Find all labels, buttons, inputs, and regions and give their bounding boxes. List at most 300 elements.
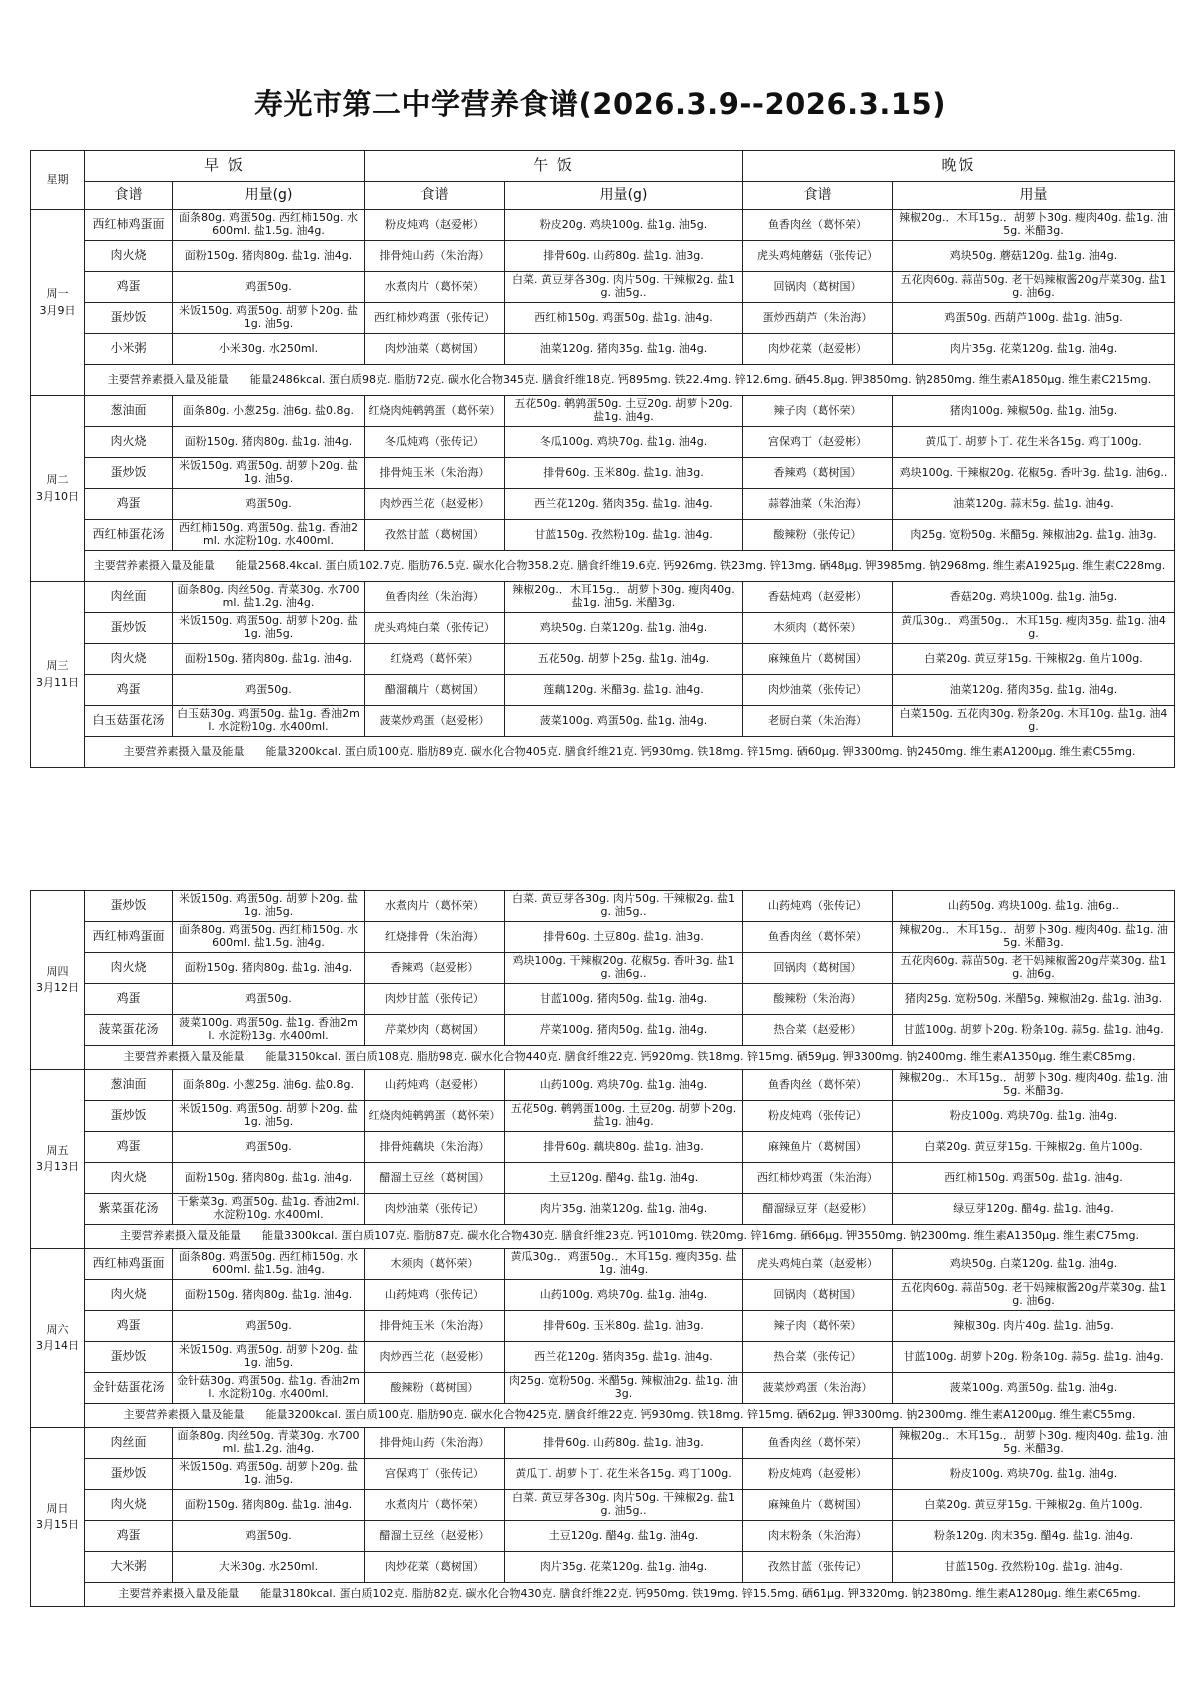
breakfast-amount: 西红柿150g. 鸡蛋50g. 盐1g. 香油2ml. 水淀粉10g. 水400ml. (173, 520, 365, 551)
breakfast-amount: 面条80g. 鸡蛋50g. 西红柿150g. 水600ml. 盐1.5g. 油4g. (173, 210, 365, 241)
dinner-dish: 肉炒花菜（赵爱彬） (743, 334, 893, 365)
table-row (31, 613, 1175, 644)
breakfast-dish: 肉火烧 (85, 953, 173, 984)
day-name: 周五 (46, 1143, 69, 1157)
dinner-dish: 孜然甘蓝（张传记） (743, 1552, 893, 1583)
lunch-amount: 油菜120g. 猪肉35g. 盐1g. 油4g. (505, 334, 743, 365)
lunch-dish: 冬瓜炖鸡（张传记） (365, 427, 505, 458)
day-name: 周三 (46, 659, 69, 672)
breakfast-dish: 西红柿鸡蛋面 (85, 210, 173, 241)
dinner-amount: 鸡块100g. 干辣椒20g. 花椒5g. 香叶3g. 盐1g. 油6g.. (893, 458, 1175, 489)
table-row (31, 675, 1175, 706)
breakfast-amount: 鸡蛋50g. (173, 1311, 365, 1342)
nutrition-summary-row (31, 1583, 1175, 1607)
dinner-amount: 鸡块50g. 蘑菇120g. 盐1g. 油4g. (893, 241, 1175, 272)
dinner-amount: 辣椒20g.．木耳15g.．胡萝卜30g. 瘦肉40g. 盐1g. 油5g. 米醋3g. (893, 1070, 1175, 1101)
breakfast-amount: 白玉菇30g. 鸡蛋50g. 盐1g. 香油2ml. 水淀粉10g. 水400ml. (173, 706, 365, 737)
breakfast-amount: 鸡蛋50g. (173, 272, 365, 303)
table-row (31, 1373, 1175, 1404)
dinner-dish: 香辣鸡（葛树国） (743, 458, 893, 489)
table-row (31, 1101, 1175, 1132)
dinner-amount: 五花肉60g. 蒜苗50g. 老干妈辣椒酱20g芹菜30g. 盐1g. 油6g. (893, 1280, 1175, 1311)
dinner-amount: 辣椒20g.．木耳15g.．胡萝卜30g. 瘦肉40g. 盐1g. 油5g. 米醋3g. (893, 922, 1175, 953)
breakfast-dish: 肉火烧 (85, 241, 173, 272)
lunch-amount: 五花50g. 鹌鹑蛋100g. 土豆20g. 胡萝卜20g. 盐1g. 油4g. (505, 1101, 743, 1132)
lunch-amount: 排骨60g. 土豆80g. 盐1g. 油3g. (505, 922, 743, 953)
table-row (31, 1428, 1175, 1459)
lunch-amount: 甘蓝150g. 孜然粉10g. 盐1g. 油4g. (505, 520, 743, 551)
table-row (31, 1132, 1175, 1163)
breakfast-dish: 鸡蛋 (85, 984, 173, 1015)
breakfast-amount: 面条80g. 鸡蛋50g. 西红柿150g. 水600ml. 盐1.5g. 油4g. (173, 1249, 365, 1280)
lunch-amount: 鸡块100g. 干辣椒20g. 花椒5g. 香叶3g. 盐1g. 油6g.. (505, 953, 743, 984)
lunch-dish: 肉炒花菜（葛树国） (365, 1552, 505, 1583)
breakfast-amount: 面粉150g. 猪肉80g. 盐1g. 油4g. (173, 1280, 365, 1311)
dinner-amount: 白菜20g. 黄豆芽15g. 干辣椒2g. 鱼片100g. (893, 644, 1175, 675)
breakfast-dish: 肉火烧 (85, 1490, 173, 1521)
breakfast-amount: 鸡蛋50g. (173, 675, 365, 706)
dinner-amount: 甘蓝100g. 胡萝卜20g. 粉条10g. 蒜5g. 盐1g. 油4g. (893, 1015, 1175, 1046)
nutrition-summary-label: 主要营养素摄入量及能量 (120, 1229, 242, 1243)
nutrition-summary (85, 1046, 1175, 1070)
dinner-dish: 虎头鸡炖蘑菇（张传记） (743, 241, 893, 272)
breakfast-amount: 鸡蛋50g. (173, 984, 365, 1015)
lunch-dish: 粉皮炖鸡（赵爱彬） (365, 210, 505, 241)
day-date: 3月10日 (36, 489, 79, 503)
day-date: 3月15日 (36, 1518, 79, 1531)
breakfast-dish: 鸡蛋 (85, 489, 173, 520)
dinner-dish: 肉末粉条（朱治海） (743, 1521, 893, 1552)
nutrition-summary-values: 能量3200kcal. 蛋白质100克. 脂肪90克. 碳水化合物425克. 膳食纤维22克. 钙930mg. 铁18mg. 锌15mg. 硒62μg. 钾3300mg. 钠2300mg. 维生素A1200μg. 维生素C55mg. (265, 1408, 1136, 1422)
dinner-dish: 热合菜（张传记） (743, 1342, 893, 1373)
table-row (31, 520, 1175, 551)
day-cell (31, 891, 85, 1070)
dinner-dish: 麻辣鱼片（葛树国） (743, 644, 893, 675)
lunch-amount: 排骨60g. 山药80g. 盐1g. 油3g. (505, 241, 743, 272)
dinner-amount: 白菜20g. 黄豆芽15g. 干辣椒2g. 鱼片100g. (893, 1490, 1175, 1521)
day-cell (31, 396, 85, 582)
dinner-dish: 辣子肉（葛怀荣） (743, 1311, 893, 1342)
page-title: 寿光市第二中学营养食谱(2026.3.9--2026.3.15) (254, 87, 946, 121)
lunch-amount: 排骨60g. 山药80g. 盐1g. 油3g. (505, 1428, 743, 1459)
nutrition-summary-row (31, 551, 1175, 582)
lunch-amount: 芹菜100g. 猪肉50g. 盐1g. 油4g. (505, 1015, 743, 1046)
dinner-dish: 回锅肉（葛树国） (743, 272, 893, 303)
lunch-amount: 肉片35g. 油菜120g. 盐1g. 油4g. (505, 1194, 743, 1225)
breakfast-dish: 菠菜蛋花汤 (85, 1015, 173, 1046)
dinner-amount: 油菜120g. 猪肉35g. 盐1g. 油4g. (893, 675, 1175, 706)
lunch-dish: 香辣鸡（赵爱彬） (365, 953, 505, 984)
breakfast-recipe-header: 食谱 (85, 182, 173, 210)
nutrition-summary (85, 1225, 1175, 1249)
nutrition-summary-values: 能量3180kcal. 蛋白质102克. 脂肪82克. 碳水化合物430克. 膳食纤维22克. 钙950mg. 铁19mg. 锌15.5mg. 硒61μg. 钾3320mg. 钠2380mg. 维生素A1280μg. 维生素C65mg. (260, 1587, 1141, 1601)
nutrition-summary-label: 主要营养素摄入量及能量 (123, 1050, 245, 1064)
nutrition-summary-row (31, 1046, 1175, 1070)
dinner-dish: 宫保鸡丁（赵爱彬） (743, 427, 893, 458)
dinner-amount: 鸡蛋50g. 西葫芦100g. 盐1g. 油5g. (893, 303, 1175, 334)
breakfast-amount: 面粉150g. 猪肉80g. 盐1g. 油4g. (173, 1163, 365, 1194)
breakfast-amount: 米饭150g. 鸡蛋50g. 胡萝卜20g. 盐1g. 油5g. (173, 458, 365, 489)
breakfast-amount: 米饭150g. 鸡蛋50g. 胡萝卜20g. 盐1g. 油5g. (173, 1342, 365, 1373)
dinner-dish: 木须肉（葛怀荣） (743, 613, 893, 644)
table-row (31, 706, 1175, 737)
dinner-amount: 辣椒20g.．木耳15g.．胡萝卜30g. 瘦肉40g. 盐1g. 油5g. 米醋3g. (893, 210, 1175, 241)
dinner-amount: 菠菜100g. 鸡蛋50g. 盐1g. 油4g. (893, 1373, 1175, 1404)
lunch-dish: 肉炒油菜（葛树国） (365, 334, 505, 365)
table-row (31, 458, 1175, 489)
day-name: 周一 (46, 287, 69, 300)
lunch-dish: 水煮肉片（葛怀荣） (365, 891, 505, 922)
lunch-dish: 芹菜炒肉（葛树国） (365, 1015, 505, 1046)
lunch-dish: 山药炖鸡（赵爱彬） (365, 1070, 505, 1101)
table-row (31, 1015, 1175, 1046)
breakfast-dish: 鸡蛋 (85, 1132, 173, 1163)
table-row (31, 396, 1175, 427)
lunch-dish: 孜然甘蓝（葛树国） (365, 520, 505, 551)
day-cell (31, 1249, 85, 1428)
dinner-amount: 山药50g. 鸡块100g. 盐1g. 油6g.. (893, 891, 1175, 922)
table-row (31, 303, 1175, 334)
nutrition-summary-values: 能量2486kcal. 蛋白质98克. 脂肪72克. 碳水化合物345克. 膳食纤维18克. 钙895mg. 铁22.4mg. 锌12.6mg. 硒45.8μg. 钾3850mg. 钠2850mg. 维生素A1850μg. 维生素C215mg. (249, 372, 1152, 386)
dinner-dish: 酸辣粉（朱治海） (743, 984, 893, 1015)
breakfast-dish: 葱油面 (85, 1070, 173, 1101)
dinner-amount: 粉皮100g. 鸡块70g. 盐1g. 油4g. (893, 1459, 1175, 1490)
nutrition-summary-values: 能量3150kcal. 蛋白质108克. 脂肪98克. 碳水化合物440克. 膳食纤维22克. 钙920mg. 铁18mg. 锌15mg. 硒59μg. 钾3300mg. 钠2400mg. 维生素A1350μg. 维生素C85mg. (265, 1050, 1136, 1064)
table-row (31, 582, 1175, 613)
breakfast-dish: 西红柿蛋花汤 (85, 520, 173, 551)
nutrition-summary-label: 主要营养素摄入量及能量 (93, 558, 215, 572)
dinner-dish: 辣子肉（葛怀荣） (743, 396, 893, 427)
breakfast-amount: 面粉150g. 猪肉80g. 盐1g. 油4g. (173, 953, 365, 984)
lunch-amount: 肉25g. 宽粉50g. 米醋5g. 辣椒油2g. 盐1g. 油3g. (505, 1373, 743, 1404)
dinner-dish: 香菇炖鸡（赵爱彬） (743, 582, 893, 613)
dinner-dish: 西红柿炒鸡蛋（朱治海） (743, 1163, 893, 1194)
day-date: 3月9日 (39, 303, 76, 317)
dinner-amount: 五花肉60g. 蒜苗50g. 老干妈辣椒酱20g芹菜30g. 盐1g. 油6g. (893, 272, 1175, 303)
nutrition-summary-values: 能量3200kcal. 蛋白质100克. 脂肪89克. 碳水化合物405克. 膳食纤维21克. 钙930mg. 铁18mg. 锌15mg. 硒60μg. 钾3300mg. 钠2450mg. 维生素A1200μg. 维生素C55mg. (265, 744, 1136, 758)
breakfast-amount: 面粉150g. 猪肉80g. 盐1g. 油4g. (173, 241, 365, 272)
lunch-amount: 土豆120g. 醋4g. 盐1g. 油4g. (505, 1163, 743, 1194)
breakfast-dish: 肉火烧 (85, 1163, 173, 1194)
lunch-amount: 肉片35g. 花菜120g. 盐1g. 油4g. (505, 1552, 743, 1583)
breakfast-dish: 蛋炒饭 (85, 613, 173, 644)
dinner-amount: 肉片35g. 花菜120g. 盐1g. 油4g. (893, 334, 1175, 365)
dinner-amount: 西红柿150g. 鸡蛋50g. 盐1g. 油4g. (893, 1163, 1175, 1194)
day-date: 3月12日 (36, 981, 79, 994)
nutrition-summary-row (31, 1225, 1175, 1249)
dinner-dish: 麻辣鱼片（葛树国） (743, 1132, 893, 1163)
breakfast-amount: 面粉150g. 猪肉80g. 盐1g. 油4g. (173, 644, 365, 675)
lunch-amount: 黄瓜30g.．鸡蛋50g.．木耳15g. 瘦肉35g. 盐1g. 油4g. (505, 1249, 743, 1280)
dinner-dish: 热合菜（赵爱彬） (743, 1015, 893, 1046)
breakfast-amount: 鸡蛋50g. (173, 1132, 365, 1163)
breakfast-header: 早 饭 (85, 151, 365, 182)
lunch-dish: 肉炒西兰花（赵爱彬） (365, 1342, 505, 1373)
breakfast-amount: 米饭150g. 鸡蛋50g. 胡萝卜20g. 盐1g. 油5g. (173, 1101, 365, 1132)
breakfast-dish: 肉火烧 (85, 1280, 173, 1311)
lunch-dish: 宫保鸡丁（张传记） (365, 1459, 505, 1490)
dinner-amount: 猪肉25g. 宽粉50g. 米醋5g. 辣椒油2g. 盐1g. 油3g. (893, 984, 1175, 1015)
lunch-amount: 排骨60g. 藕块80g. 盐1g. 油3g. (505, 1132, 743, 1163)
lunch-amount: 莲藕120g. 米醋3g. 盐1g. 油4g. (505, 675, 743, 706)
dinner-amount: 甘蓝100g. 胡萝卜20g. 粉条10g. 蒜5g. 盐1g. 油4g. (893, 1342, 1175, 1373)
day-cell (31, 582, 85, 768)
dinner-amount: 粉皮100g. 鸡块70g. 盐1g. 油4g. (893, 1101, 1175, 1132)
nutrition-summary-row (31, 365, 1175, 396)
nutrition-summary-row (31, 1404, 1175, 1428)
dinner-amount: 猪肉100g. 辣椒50g. 盐1g. 油5g. (893, 396, 1175, 427)
lunch-amount: 白菜. 黄豆芽各30g. 肉片50g. 干辣椒2g. 盐1g. 油5g.. (505, 272, 743, 303)
dinner-dish: 粉皮炖鸡（赵爱彬） (743, 1459, 893, 1490)
table-row (31, 1280, 1175, 1311)
lunch-dish: 山药炖鸡（张传记） (365, 1280, 505, 1311)
dinner-amount: 白菜150g. 五花肉30g. 粉条20g. 木耳10g. 盐1g. 油4g. (893, 706, 1175, 737)
table-row (31, 1490, 1175, 1521)
nutrition-summary-label: 主要营养素摄入量及能量 (118, 1587, 240, 1601)
lunch-header: 午 饭 (365, 151, 743, 182)
lunch-amount-header: 用量(g) (505, 182, 743, 210)
breakfast-dish: 金针菇蛋花汤 (85, 1373, 173, 1404)
lunch-dish: 虎头鸡炖白菜（张传记） (365, 613, 505, 644)
breakfast-amount: 面条80g. 小葱25g. 油6g. 盐0.8g. (173, 1070, 365, 1101)
breakfast-dish: 蛋炒饭 (85, 891, 173, 922)
dinner-amount: 粉条120g. 肉末35g. 醋4g. 盐1g. 油4g. (893, 1521, 1175, 1552)
breakfast-dish: 西红柿鸡蛋面 (85, 922, 173, 953)
dinner-dish: 虎头鸡炖白菜（赵爱彬） (743, 1249, 893, 1280)
lunch-dish: 排骨炖玉米（朱治海） (365, 1311, 505, 1342)
day-cell (31, 1070, 85, 1249)
lunch-dish: 排骨炖藕块（朱治海） (365, 1132, 505, 1163)
lunch-dish: 菠菜炒鸡蛋（赵爱彬） (365, 706, 505, 737)
breakfast-dish: 葱油面 (85, 396, 173, 427)
breakfast-dish: 西红柿鸡蛋面 (85, 1249, 173, 1280)
breakfast-amount: 米饭150g. 鸡蛋50g. 胡萝卜20g. 盐1g. 油5g. (173, 303, 365, 334)
dinner-amount: 黄瓜丁. 胡萝卜丁. 花生米各15g. 鸡丁100g. (893, 427, 1175, 458)
breakfast-amount: 金针菇30g. 鸡蛋50g. 盐1g. 香油2ml. 水淀粉10g. 水400ml. (173, 1373, 365, 1404)
lunch-dish: 鱼香肉丝（朱治海） (365, 582, 505, 613)
lunch-dish: 红烧鸡（葛怀荣） (365, 644, 505, 675)
table-row (31, 489, 1175, 520)
lunch-amount: 排骨60g. 玉米80g. 盐1g. 油3g. (505, 458, 743, 489)
lunch-amount: 西兰花120g. 猪肉35g. 盐1g. 油4g. (505, 489, 743, 520)
lunch-dish: 红烧排骨（朱治海） (365, 922, 505, 953)
nutrition-summary-label: 主要营养素摄入量及能量 (123, 1408, 245, 1422)
breakfast-dish: 紫菜蛋花汤 (85, 1194, 173, 1225)
lunch-amount: 西兰花120g. 猪肉35g. 盐1g. 油4g. (505, 1342, 743, 1373)
lunch-dish: 肉炒油菜（张传记） (365, 1194, 505, 1225)
dinner-dish: 菠菜炒鸡蛋（朱治海） (743, 1373, 893, 1404)
nutrition-summary (85, 365, 1175, 396)
dinner-dish: 鱼香肉丝（葛怀荣） (743, 1070, 893, 1101)
lunch-amount: 山药100g. 鸡块70g. 盐1g. 油4g. (505, 1280, 743, 1311)
table-row (31, 891, 1175, 922)
day-name: 周六 (46, 1322, 69, 1336)
dinner-dish: 鱼香肉丝（葛怀荣） (743, 1428, 893, 1459)
table-row (31, 922, 1175, 953)
table-row (31, 984, 1175, 1015)
lunch-dish: 排骨炖山药（朱治海） (365, 1428, 505, 1459)
lunch-amount: 五花50g. 鹌鹑蛋50g. 土豆20g. 胡萝卜20g. 盐1g. 油4g. (505, 396, 743, 427)
lunch-dish: 水煮肉片（葛怀荣） (365, 272, 505, 303)
dinner-amount: 辣椒30g. 肉片40g. 盐1g. 油5g. (893, 1311, 1175, 1342)
breakfast-dish: 大米粥 (85, 1552, 173, 1583)
dinner-dish: 蛋炒西葫芦（朱治海） (743, 303, 893, 334)
breakfast-dish: 白玉菇蛋花汤 (85, 706, 173, 737)
dinner-amount: 辣椒20g.．木耳15g.．胡萝卜30g. 瘦肉40g. 盐1g. 油5g. 米醋3g. (893, 1428, 1175, 1459)
nutrition-summary-values: 能量2568.4kcal. 蛋白质102.7克. 脂肪76.5克. 碳水化合物358.2克. 膳食纤维19.6克. 钙926mg. 铁23mg. 锌13mg. 硒48μg. 钾3985mg. 钠2968mg. 维生素A1925μg. 维生素C228mg. (235, 558, 1166, 572)
day-cell (31, 1428, 85, 1607)
breakfast-amount: 面条80g. 肉丝50g. 青菜30g. 水700ml. 盐1.2g. 油4g. (173, 1428, 365, 1459)
menu-table-week-part2 (30, 890, 1175, 1607)
lunch-dish: 红烧肉炖鹌鹑蛋（葛怀荣） (365, 396, 505, 427)
lunch-amount: 辣椒20g.．木耳15g.．胡萝卜30g. 瘦肉40g. 盐1g. 油5g. 米醋3g. (505, 582, 743, 613)
lunch-dish: 水煮肉片（葛怀荣） (365, 1490, 505, 1521)
lunch-dish: 肉炒甘蓝（张传记） (365, 984, 505, 1015)
nutrition-summary (85, 1583, 1175, 1607)
table-row (31, 1070, 1175, 1101)
day-name: 周四 (46, 964, 69, 978)
breakfast-amount-header: 用量(g) (173, 182, 365, 210)
dinner-dish: 肉炒油菜（张传记） (743, 675, 893, 706)
weekday-header: 星期 (31, 151, 85, 210)
dinner-amount: 白菜20g. 黄豆芽15g. 干辣椒2g. 鱼片100g. (893, 1132, 1175, 1163)
dinner-dish: 老厨白菜（朱治海） (743, 706, 893, 737)
nutrition-summary (85, 1404, 1175, 1428)
dinner-recipe-header: 食谱 (743, 182, 893, 210)
lunch-amount: 甘蓝100g. 猪肉50g. 盐1g. 油4g. (505, 984, 743, 1015)
lunch-amount: 五花50g. 胡萝卜25g. 盐1g. 油4g. (505, 644, 743, 675)
lunch-dish: 西红柿炒鸡蛋（张传记） (365, 303, 505, 334)
table-row (31, 1552, 1175, 1583)
breakfast-dish: 蛋炒饭 (85, 1101, 173, 1132)
breakfast-dish: 鸡蛋 (85, 675, 173, 706)
breakfast-dish: 小米粥 (85, 334, 173, 365)
breakfast-amount: 鸡蛋50g. (173, 1521, 365, 1552)
menu-table-week-part1 (30, 150, 1175, 768)
breakfast-amount: 菠菜100g. 鸡蛋50g. 盐1g. 香油2ml. 水淀粉13g. 水400ml. (173, 1015, 365, 1046)
breakfast-dish: 鸡蛋 (85, 272, 173, 303)
breakfast-amount: 面条80g. 肉丝50g. 青菜30g. 水700ml. 盐1.2g. 油4g. (173, 582, 365, 613)
breakfast-dish: 鸡蛋 (85, 1521, 173, 1552)
dinner-amount: 油菜120g. 蒜末5g. 盐1g. 油4g. (893, 489, 1175, 520)
breakfast-amount: 干紫菜3g. 鸡蛋50g. 盐1g. 香油2ml. 水淀粉10g. 水400ml. (173, 1194, 365, 1225)
lunch-dish: 木须肉（葛怀荣） (365, 1249, 505, 1280)
lunch-amount: 粉皮20g. 鸡块100g. 盐1g. 油5g. (505, 210, 743, 241)
lunch-dish: 排骨炖山药（朱治海） (365, 241, 505, 272)
lunch-dish: 肉炒西兰花（赵爱彬） (365, 489, 505, 520)
table-row (31, 953, 1175, 984)
dinner-amount: 绿豆芽120g. 醋4g. 盐1g. 油4g. (893, 1194, 1175, 1225)
nutrition-summary-label: 主要营养素摄入量及能量 (107, 372, 229, 386)
dinner-amount: 甘蓝150g. 孜然粉10g. 盐1g. 油4g. (893, 1552, 1175, 1583)
dinner-dish: 回锅肉（葛树国） (743, 953, 893, 984)
lunch-dish: 醋溜藕片（葛树国） (365, 675, 505, 706)
table-row (31, 427, 1175, 458)
lunch-dish: 排骨炖玉米（朱治海） (365, 458, 505, 489)
breakfast-amount: 小米30g. 水250ml. (173, 334, 365, 365)
dinner-dish: 酸辣粉（张传记） (743, 520, 893, 551)
table-row (31, 1163, 1175, 1194)
nutrition-summary-row (31, 737, 1175, 768)
lunch-amount: 排骨60g. 玉米80g. 盐1g. 油3g. (505, 1311, 743, 1342)
lunch-amount: 白菜. 黄豆芽各30g. 肉片50g. 干辣椒2g. 盐1g. 油5g.. (505, 891, 743, 922)
dinner-dish: 粉皮炖鸡（张传记） (743, 1101, 893, 1132)
nutrition-summary (85, 737, 1175, 768)
table-row (31, 1459, 1175, 1490)
lunch-dish: 醋溜土豆丝（赵爱彬） (365, 1521, 505, 1552)
dinner-amount: 黄瓜30g.．鸡蛋50g.．木耳15g. 瘦肉35g. 盐1g. 油4g. (893, 613, 1175, 644)
breakfast-amount: 大米30g. 水250ml. (173, 1552, 365, 1583)
lunch-amount: 土豆120g. 醋4g. 盐1g. 油4g. (505, 1521, 743, 1552)
dinner-amount: 香菇20g. 鸡块100g. 盐1g. 油5g. (893, 582, 1175, 613)
breakfast-dish: 鸡蛋 (85, 1311, 173, 1342)
breakfast-amount: 面条80g. 鸡蛋50g. 西红柿150g. 水600ml. 盐1.5g. 油4g. (173, 922, 365, 953)
dinner-dish: 醋溜绿豆芽（赵爱彬） (743, 1194, 893, 1225)
table-row (31, 644, 1175, 675)
table-row (31, 334, 1175, 365)
breakfast-amount: 面条80g. 小葱25g. 油6g. 盐0.8g. (173, 396, 365, 427)
dinner-dish: 鱼香肉丝（葛怀荣） (743, 210, 893, 241)
day-date: 3月11日 (36, 675, 79, 689)
dinner-amount: 五花肉60g. 蒜苗50g. 老干妈辣椒酱20g芹菜30g. 盐1g. 油6g. (893, 953, 1175, 984)
table-row (31, 210, 1175, 241)
breakfast-dish: 肉火烧 (85, 427, 173, 458)
lunch-amount: 白菜. 黄豆芽各30g. 肉片50g. 干辣椒2g. 盐1g. 油5g.. (505, 1490, 743, 1521)
dinner-header: 晚饭 (743, 151, 1175, 182)
table-row (31, 1194, 1175, 1225)
day-cell (31, 210, 85, 396)
dinner-dish: 蒜蓉油菜（朱治海） (743, 489, 893, 520)
dinner-dish: 山药炖鸡（张传记） (743, 891, 893, 922)
breakfast-amount: 米饭150g. 鸡蛋50g. 胡萝卜20g. 盐1g. 油5g. (173, 1459, 365, 1490)
nutrition-summary (85, 551, 1175, 582)
lunch-amount: 冬瓜100g. 鸡块70g. 盐1g. 油4g. (505, 427, 743, 458)
table-row (31, 1249, 1175, 1280)
day-date: 3月13日 (36, 1160, 79, 1173)
day-date: 3月14日 (36, 1339, 79, 1352)
table-row (31, 1342, 1175, 1373)
breakfast-dish: 蛋炒饭 (85, 1459, 173, 1490)
lunch-dish: 醋溜土豆丝（葛树国） (365, 1163, 505, 1194)
breakfast-dish: 肉火烧 (85, 644, 173, 675)
lunch-amount: 鸡块50g. 白菜120g. 盐1g. 油4g. (505, 613, 743, 644)
breakfast-amount: 面粉150g. 猪肉80g. 盐1g. 油4g. (173, 1490, 365, 1521)
lunch-amount: 菠菜100g. 鸡蛋50g. 盐1g. 油4g. (505, 706, 743, 737)
day-name: 周日 (46, 1501, 69, 1515)
lunch-amount: 黄瓜丁. 胡萝卜丁. 花生米各15g. 鸡丁100g. (505, 1459, 743, 1490)
table-row (31, 1521, 1175, 1552)
breakfast-dish: 蛋炒饭 (85, 458, 173, 489)
breakfast-dish: 蛋炒饭 (85, 303, 173, 334)
breakfast-amount: 米饭150g. 鸡蛋50g. 胡萝卜20g. 盐1g. 油5g. (173, 613, 365, 644)
lunch-dish: 红烧肉炖鹌鹑蛋（葛怀荣） (365, 1101, 505, 1132)
breakfast-dish: 肉丝面 (85, 1428, 173, 1459)
nutrition-summary-label: 主要营养素摄入量及能量 (123, 744, 245, 758)
dinner-dish: 回锅肉（葛树国） (743, 1280, 893, 1311)
breakfast-dish: 蛋炒饭 (85, 1342, 173, 1373)
table-row (31, 241, 1175, 272)
lunch-recipe-header: 食谱 (365, 182, 505, 210)
nutrition-summary-values: 能量3300kcal. 蛋白质107克. 脂肪87克. 碳水化合物430克. 膳食纤维23克. 钙1010mg. 铁20mg. 锌16mg. 硒66μg. 钾3550mg. 钠2300mg. 维生素A1350μg. 维生素C75mg. (262, 1229, 1139, 1243)
lunch-amount: 西红柿150g. 鸡蛋50g. 盐1g. 油4g. (505, 303, 743, 334)
table-row (31, 1311, 1175, 1342)
breakfast-amount: 鸡蛋50g. (173, 489, 365, 520)
dinner-amount: 鸡块50g. 白菜120g. 盐1g. 油4g. (893, 1249, 1175, 1280)
breakfast-dish: 肉丝面 (85, 582, 173, 613)
breakfast-amount: 米饭150g. 鸡蛋50g. 胡萝卜20g. 盐1g. 油5g. (173, 891, 365, 922)
dinner-amount: 肉25g. 宽粉50g. 米醋5g. 辣椒油2g. 盐1g. 油3g. (893, 520, 1175, 551)
day-name: 周二 (46, 473, 69, 486)
